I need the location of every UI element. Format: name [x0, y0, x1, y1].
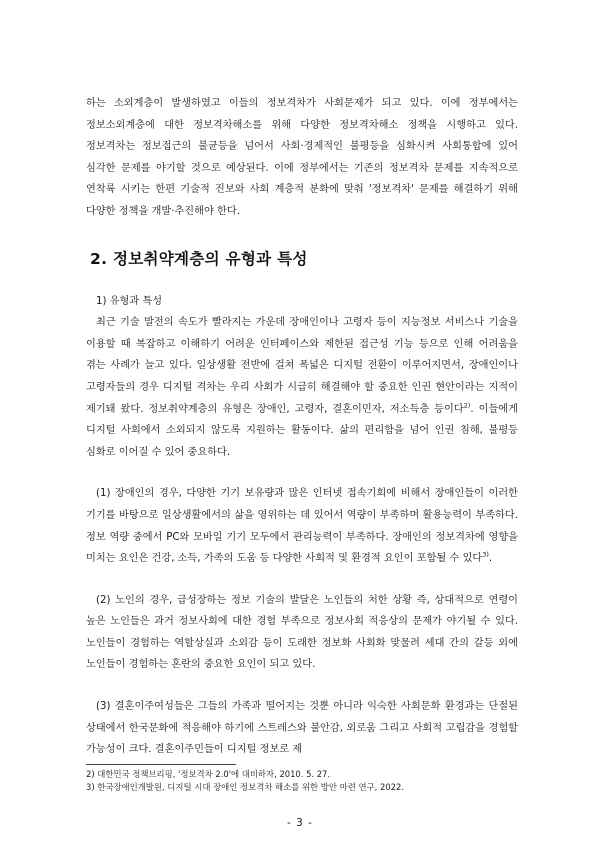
paragraph-marriage-migrants: (3) 결혼이주여성들은 그들의 가족과 떨어지는 것뿐 아니라 익숙한 사회문화 환경과는 단절된 상태에서 한국문화에 적응해야 하기에 스트레스와 불안감, 외로움 그리고 사회적 고립감을 경험할 가능성이 크다. 결혼이주민들이 디지털 정보로 제 [86, 701, 518, 756]
subsection-heading: 1) 유형과 특성 [96, 295, 163, 307]
paragraph-elderly: (2) 노인의 경우, 급성장하는 정보 기술의 발달은 노인들의 처한 상황 즉, 상대적으로 연령이 높은 노인들은 과거 정보사회에 대한 경험 부족으로 정보사회 적응상의 문제가 야기될 수 있다. 노인들이 경험하는 역할상실과 소외감 등이 도래한 정보화 사회화 맞물려 세대 간의 갈등 외에 노인들이 경험하는 혼란의 중요한 요인이 되고 있다. [86, 594, 518, 671]
paragraph-disabled [86, 483, 518, 569]
footnote-divider [86, 764, 236, 765]
footnote-3: 3) 한국장애인개발원, 디지털 시대 장애인 정보격차 해소를 위한 방안 마련 연구, 2022. [86, 782, 404, 792]
paragraph-overview [86, 312, 518, 463]
intro-paragraph: 하는 소외계층이 발생하였고 이들의 정보격차가 사회문제가 되고 있다. 이에 정부에서는 정보소외계층에 대한 정보격차해소를 위해 다양한 정보격차해소 정책을 시행하고 있다. 정보격차는 정보접근의 불균등을 넘어서 사회·경제적인 불평등을 심화시켜 사회통합에 있어 심각한 문제를 야기할 것으로 예상된다. 이에 정부에서는 기존의 정보격차 문제를 지속적으로 연착륙 시키는 한편 기술적 진보와 사회 계층적 분화에 맞춰 '정보격차' 문제를 해결하기 위해 다양한 정책을 개발·추진해야 한다. [86, 98, 518, 217]
page-number: - 3 - [287, 817, 313, 829]
paragraph-overview-text: 최근 기술 발전의 속도가 빨라지는 가운데 장애인이나 고령자 등이 지능정보 서비스나 기술을 이용할 때 복잡하고 이해하기 어려운 인터페이스와 제한된 접근성 기능 등으로 인해 어려움을 겪는 사례가 늘고 있다. 일상생활 전반에 걸쳐 폭넓은 디지털 전환이 이루어지면서, 장애인이나 고령자들의 경우 디지털 격차는 우리 사회가 시급히 해결해야 할 중요한 인권 현안이라는 지적이 제기돼 왔다. 정보취약계층의 유형은 장애인, 고령자, 결혼이민자, 저소득층 등이다 [86, 317, 518, 415]
footnotes [86, 764, 518, 794]
footnote-ref-3[interactable]: 3) [482, 550, 489, 559]
paragraph-disabled-text-end: . [488, 553, 493, 565]
section-heading: 2. 정보취약계층의 유형과 특성 [90, 249, 308, 268]
footnote-ref-2[interactable]: 2) [463, 401, 471, 410]
footnote-2: 2) 대한민국 정책브리핑, '정보격차 2.0'에 대비하자, 2010. 5. 27. [86, 769, 331, 779]
paragraph-gap [86, 463, 518, 483]
paragraph-overview-text-cont: . 이들에게 디지털 사회에서 소외되지 않도록 지원하는 활동이다. 삶의 편리함을 넘어 인권 침해, 불평등 심화로 이어질 수 있어 중요하다. [86, 403, 518, 458]
paragraph-gap [86, 676, 518, 696]
paragraph-gap [86, 570, 518, 590]
paragraph-disabled-text: (1) 장애인의 경우, 다양한 기기 보유량과 많은 인터넷 접속기회에 비해서 장애인들이 이러한 기기를 바탕으로 일상생활에서의 삶을 영위하는 데 있어서 역량이 부족하며 활용능력이 부족하다. 정보 역량 중에서 PC와 모바일 기기 모두에서 관리능력이 부족하다. 장애인의 정보격차에 영향을 미치는 요인은 건강, 소득, 가족의 도움 등 다양한 사회적 및 환경적 요인이 포함될 수 있다 [86, 488, 518, 565]
page-content [86, 93, 518, 761]
